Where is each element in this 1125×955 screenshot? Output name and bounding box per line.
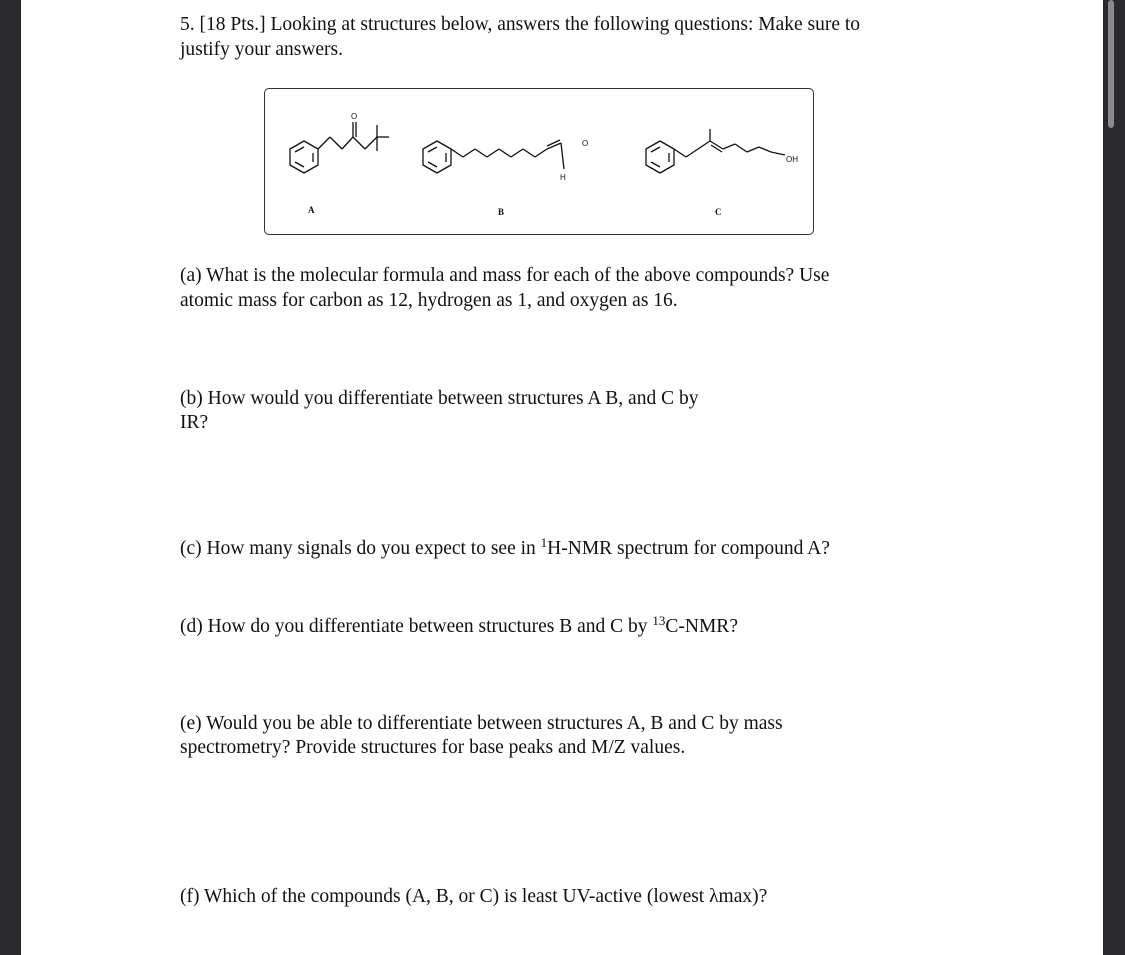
part-e-line1: (e) Would you be able to differentiate between structures A, B and C by mass (180, 713, 783, 734)
question-header-line2: justify your answers. (180, 39, 344, 60)
part-d-text: (d) How do you differentiate between structures B and C by (180, 616, 653, 637)
atom-o-b: O (582, 139, 589, 148)
part-e-line2: spectrometry? Provide structures for base peaks and M/Z values. (180, 737, 686, 758)
structures-figure (264, 88, 814, 235)
question-header-line1: 5. [18 Pts.] Looking at structures below, answers the following questions: Make sure to (180, 14, 861, 35)
structure-c (646, 129, 785, 173)
structures-drawing (265, 89, 813, 234)
structure-b (423, 140, 564, 173)
atom-oh-c: OH (786, 155, 798, 164)
part-c (180, 537, 830, 561)
part-f: (f) Which of the compounds (A, B, or C) is least UV-active (lowest λmax)? (180, 886, 768, 907)
label-b: B (498, 207, 505, 217)
part-a-line1: (a) What is the molecular formula and mass for each of the above compounds? Use (180, 265, 830, 286)
part-c-text: (c) How many signals do you expect to see in (180, 538, 541, 559)
part-c-superscript: 1 (540, 535, 548, 550)
scrollbar-track[interactable] (1103, 0, 1125, 955)
label-c: C (715, 207, 722, 217)
part-a-line2: atomic mass for carbon as 12, hydrogen as 1, and oxygen as 16. (180, 290, 678, 311)
atom-o-a: O (351, 112, 358, 121)
label-a: A (308, 205, 315, 215)
part-b-line1: (b) How would you differentiate between structures A B, and C by (180, 388, 699, 409)
part-b-line2: IR? (180, 412, 209, 433)
part-d (180, 615, 738, 639)
structure-a (290, 122, 389, 173)
part-c-text-end: H-NMR spectrum for compound A? (547, 538, 830, 559)
scrollbar-thumb[interactable] (1108, 0, 1114, 128)
part-d-text-end: C-NMR? (665, 616, 738, 637)
atom-h-b: H (560, 173, 566, 182)
part-d-superscript: 13 (652, 613, 666, 628)
